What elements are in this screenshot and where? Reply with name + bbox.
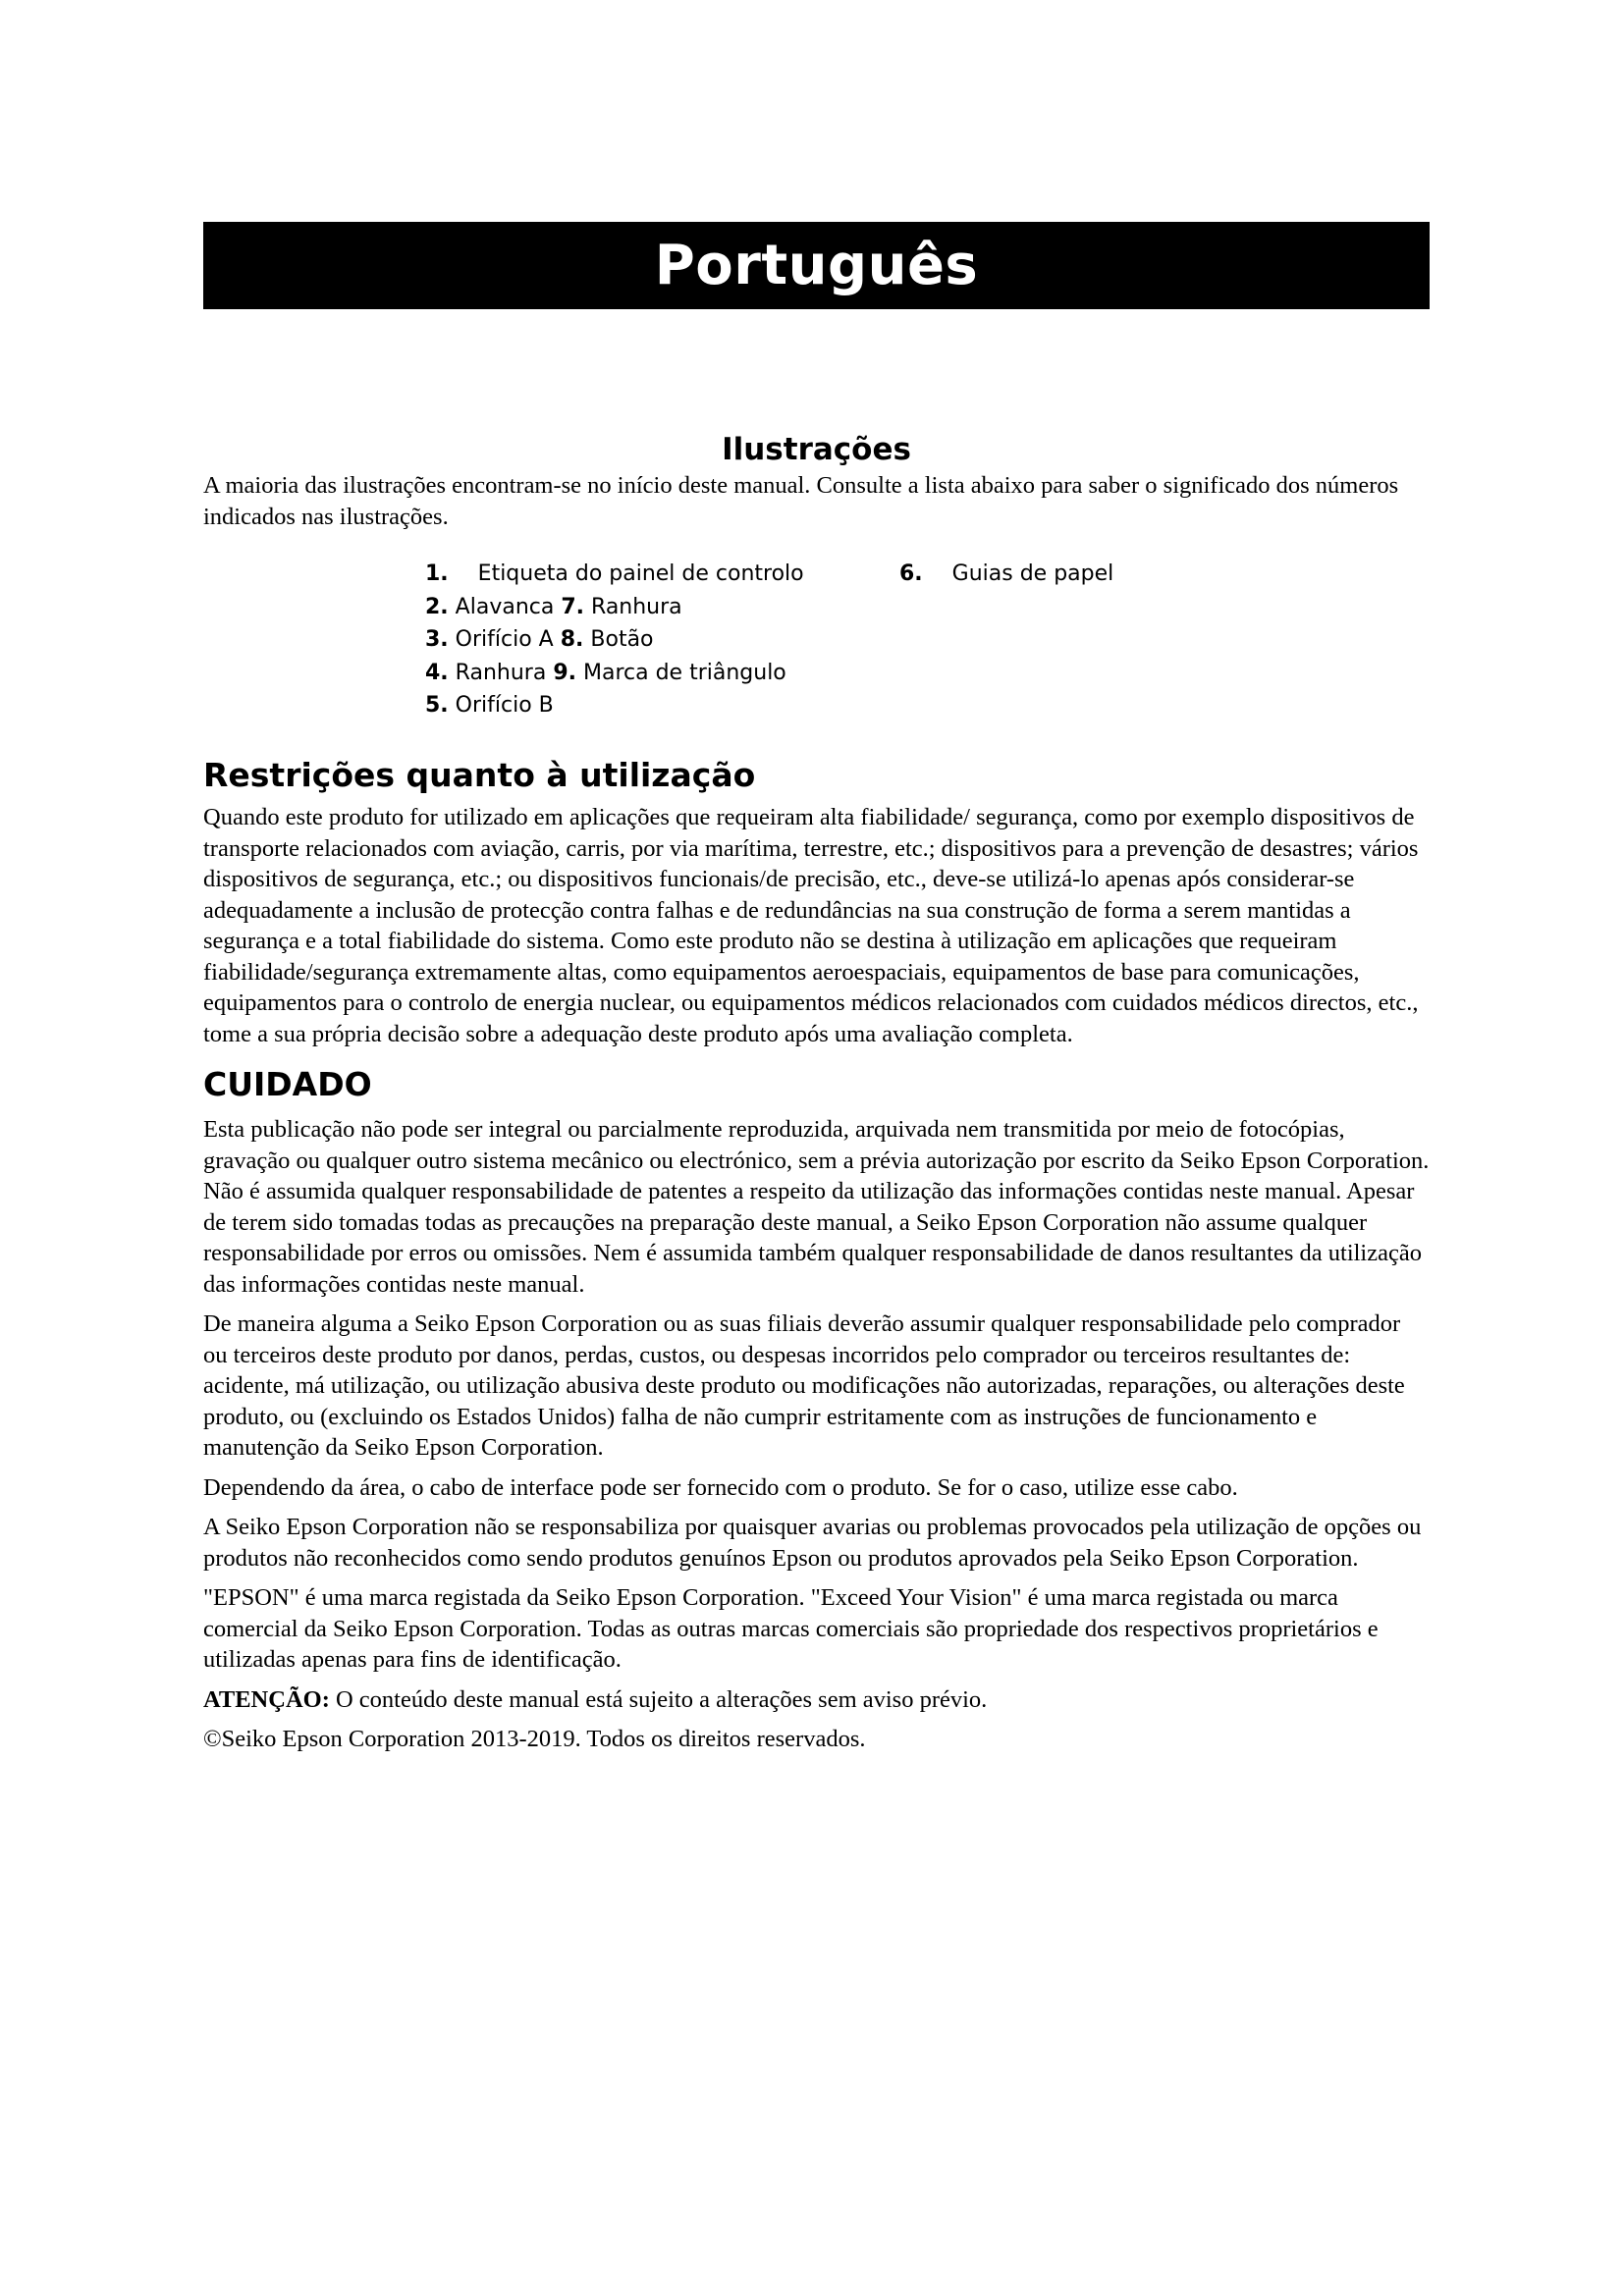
legend-number: 1. <box>425 561 449 586</box>
legend-label: Ranhura <box>455 660 547 685</box>
legend-item <box>425 657 804 690</box>
restrictions-title: Restrições quanto à utilização <box>203 756 756 794</box>
caution-paragraph: Dependendo da área, o cabo de interface pode ser fornecido com o produto. Se for o caso, utilize esse cabo. <box>203 1473 1238 1501</box>
caution-paragraph: Esta publicação não pode ser integral ou parcialmente reproduzida, arquivada nem transmitida por meio de fotocópias, gravação ou qualquer outro sistema mecânico ou electrónico, sem a prévia autorização por escrito da Seiko Epson Corporation. Não é assumida qualquer responsabilidade de patentes a respeito da utilização das informações contidas neste manual. Apesar de terem sido tomadas todas as precauções na preparação deste manual, a Seiko Epson Corporation não assume qualquer responsabilidade por erros ou omissões. Nem é assumida também qualquer responsabilidade de danos resultantes da utilização das informações contidas neste manual. <box>203 1116 1430 1298</box>
legend-label: Botão <box>590 627 654 652</box>
legend-label: Alavanca <box>455 594 555 619</box>
language-banner <box>203 222 1430 309</box>
legend-item <box>425 689 804 722</box>
legend-item <box>899 558 1113 591</box>
legend-label: Orifício B <box>455 693 554 718</box>
legend-column-right <box>899 558 1113 591</box>
legend-item <box>425 591 804 624</box>
legend-number: 4. <box>425 660 449 685</box>
attention-text: O conteúdo deste manual está sujeito a alterações sem aviso prévio. <box>329 1685 988 1713</box>
copyright-notice: ©Seiko Epson Corporation 2013-2019. Todos os direitos reservados. <box>203 1726 866 1752</box>
restrictions-body: Quando este produto for utilizado em aplicações que requeiram alta fiabilidade/ segurança, como por exemplo dispositivos de transporte relacionados com aviação, carris, por via marítima, terrestre, etc.; dispositivos para a prevenção de desastres; vários dispositivos de segurança, etc.; ou dispositivos funcionais/de precisão, etc., deve-se utilizá-lo apenas após considerar-se adequadamente a inclusão de protecção contra falhas e de redundâncias na sua construção de forma a serem mantidas a segurança e a total fiabilidade do sistema. Como este produto não se destina à utilização em aplicações que requeiram fiabilidade/segurança extremamente altas, como equipamentos aeroespaciais, equipamentos de base para comunicações, equipamentos para o controlo de energia nuclear, ou equipamentos médicos relacionados com cuidados médicos directos, etc., tome a sua própria decisão sobre a adequação deste produto após uma avaliação completa. <box>203 804 1419 1047</box>
caution-body <box>203 1114 1430 1755</box>
legend-column-left <box>425 558 804 722</box>
attention-label: ATENÇÃO: <box>203 1685 330 1713</box>
legend-label: Etiqueta do painel de controlo <box>477 561 804 586</box>
caution-paragraph: A Seiko Epson Corporation não se responsabiliza por quaisquer avarias ou problemas provocados pela utilização de opções ou produtos não reconhecidos como sendo produtos genuínos Epson ou produtos aprovados pela Seiko Epson Corporation. <box>203 1514 1422 1572</box>
legend-number: 5. <box>425 693 449 718</box>
legend-item <box>425 623 804 657</box>
legend-label: Guias de papel <box>951 561 1114 586</box>
caution-paragraph: "EPSON" é uma marca registada da Seiko Epson Corporation. "Exceed Your Vision" é uma marca registada ou marca comercial da Seiko Epson Corporation. Todas as outras marcas comerciais são propriedade dos respectivos proprietários e utilizadas apenas para fins de identificação. <box>203 1584 1379 1673</box>
attention-notice <box>203 1684 1430 1716</box>
illustrations-title: Ilustrações <box>722 432 911 467</box>
illustrations-intro: A maioria das ilustrações encontram-se no início deste manual. Consulte a lista abaixo para saber o significado dos números indicados nas ilustrações. <box>203 472 1399 530</box>
legend-number: 6. <box>899 561 923 586</box>
legend-item <box>425 558 804 591</box>
caution-paragraph: De maneira alguma a Seiko Epson Corporation ou as suas filiais deverão assumir qualquer responsabilidade pelo comprador ou terceiros deste produto por danos, perdas, custos, ou despesas incorridos pelo comprador ou terceiros resultantes de: acidente, má utilização, ou utilização abusiva deste produto ou modificações não autorizadas, reparações, ou alterações deste produto, ou (excluindo os Estados Unidos) falha de não cumprir estritamente com as instruções de funcionamento e manutenção da Seiko Epson Corporation. <box>203 1310 1405 1461</box>
illustration-legend <box>203 558 1430 724</box>
legend-label: Orifício A <box>455 627 554 652</box>
legend-number: 2. <box>425 594 449 619</box>
legend-number: 8. <box>560 627 584 652</box>
legend-label: Ranhura <box>591 594 682 619</box>
banner-title: Português <box>654 234 979 297</box>
document-page <box>203 222 1430 1764</box>
caution-title: CUIDADO <box>203 1065 372 1103</box>
legend-number: 9. <box>553 660 576 685</box>
legend-number: 7. <box>561 594 585 619</box>
legend-number: 3. <box>425 627 449 652</box>
legend-label: Marca de triângulo <box>582 660 786 685</box>
